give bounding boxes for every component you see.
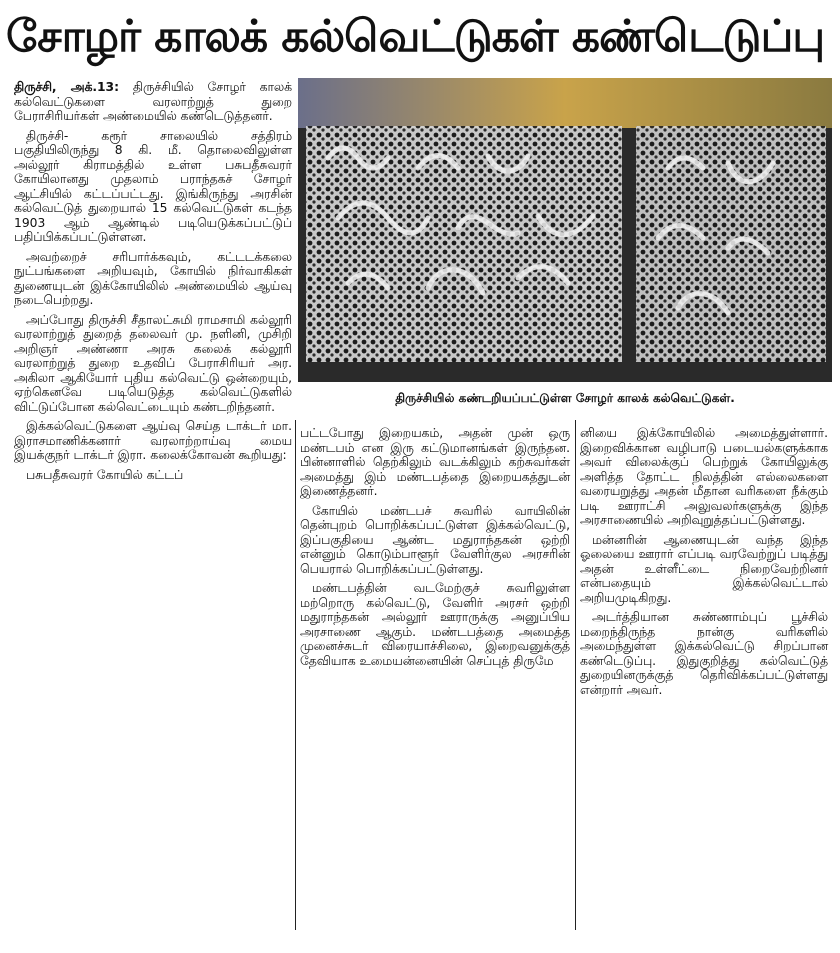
article-paragraph: பட்டபோது இறையகம், அதன் முன் ஒரு மண்டபம் என இரு கட்டுமானங்கள் இருந்தன. பின்னாளில் தெற்கிலும் வடக்கிலும் கற்சுவர்கள் அமைத்து இம் மண்டபத்தை இறையகத்துடன் இணைத்தனர். [300, 426, 570, 498]
article-column-2 [300, 426, 570, 926]
article-column-3 [580, 426, 828, 926]
inscription-photo-icon [298, 78, 832, 382]
article-paragraph: அப்போது திருச்சி சீதாலட்சுமி ராமசாமி கல்லூரி வரலாற்றுத் துறைத் தலைவர் மு. நளினி, முசிறி அறிஞர் அண்ணா அரசு கலைக் கல்லூரி வரலாற்றுத் துறை உதவிப் பேராசிரியர் அர. அகிலா ஆகியோர் புதிய கல்வெட்டு ஒன்றையும், ஏற்கெனவே படியெடுத்த கல்வெட்டுகளில் விட்டுப்போன கல்வெட்டையும் கண்டறிந்தனர். [14, 312, 292, 414]
headline: சோழர் காலக் கல்வெட்டுகள் கண்டெடுப்பு [6, 11, 825, 62]
column-divider-2 [575, 420, 576, 930]
article-paragraph: திருச்சி, அக்.13: திருச்சியில் சோழர் காலக் கல்வெட்டுகளை வரலாற்றுத் துறை பேராசிரியர்கள் அண்மையில் கண்டெடுத்தனர். [14, 80, 292, 123]
photo-caption: திருச்சியில் கண்டறியப்பட்டுள்ள சோழர் காலக் கல்வெட்டுகள். [395, 391, 735, 405]
dateline: திருச்சி, அக்.13: [14, 80, 120, 94]
column-divider-1 [295, 420, 296, 930]
article-paragraph: கோயில் மண்டபச் சுவரில் வாயிலின் தென்புறம் பொறிக்கப்பட்டுள்ள இக்கல்வெட்டு, இப்பகுதியை ஆண்ட மதுராந்தகன் ஒற்றி என்னும் கொடும்பாளூர் வேளிர்குல அரசரின் பெயரால் பொறிக்கப்பட்டுள்ளது. [300, 503, 570, 576]
article-paragraph: மன்னரின் ஆணையுடன் வந்த இந்த ஓலையை ஊரார் எப்படி வரவேற்றுப் படித்து அதன் உள்ளீட்டை நிறைவேற்றினர் என்பதையும் இக்கல்வெட்டால் அறியமுடிகிறது. [580, 532, 828, 605]
article-paragraph: னியை இக்கோயிலில் அமைத்துள்ளார். இறைவிக்கான வழிபாடு படையல்களுக்காக அவர் விலைக்குப் பெற்றுக் கோயிலுக்கு அளித்த தோட்ட நிலத்தின் எல்லைகளை வரையறுத்து அதன் மீதான வரிகளை நீக்கும் படி ஊராட்சி அலுவலர்களுக்கு இந்த அரசாணையில் அறிவுறுத்தப்பட்டுள்ளது. [580, 426, 828, 527]
article-paragraph: திருச்சி- கரூர் சாலையில் சத்திரம் பகுதியிலிருந்து 8 கி. மீ. தொலைவிலுள்ள அல்லூர் கிராமத்தில் உள்ள பசுபதீசுவரர் கோயிலானது முதலாம் பராந்தகச் சோழர் ஆட்சியில் கட்டப்பட்டது. இங்கிருந்து அரசின் கல்வெட்டுத் துறையால் 15 கல்வெட்டுகள் கடந்த 1903 ஆம் ஆண்டில் படியெடுக்கப்பட்டுப் பதிப்பிக்கப்பட்டுள்ளன. [14, 128, 292, 244]
article-paragraph: மண்டபத்தின் வடமேற்குச் சுவரிலுள்ள மற்றொரு கல்வெட்டு, வேளிர் அரசர் ஒற்றி மதுராந்தகன் அல்லூர் ஊராருக்கு அனுப்பிய அரசாணை ஆகும். மண்டபத்தை அமைத்த முனைச்சுடர் விரையாச்சிலை, இறைவனுக்குத் தேவியாக உமையன்னையின் செப்புத் திருமே [300, 581, 570, 668]
article-paragraph: பசுபதீசுவரர் கோயில் கட்டப் [26, 467, 184, 482]
article-paragraph: அவற்றைச் சரிபார்க்கவும், கட்டடக்கலை நுட்பங்களை அறியவும், கோயில் நிர்வாகிகள் துணையுடன் இக்கோயிலில் அண்மையில் ஆய்வு நடைபெற்றது. [14, 249, 292, 307]
article-paragraph: அடர்த்தியான சுண்ணாம்புப் பூச்சில் மறைந்திருந்த நான்கு வரிகளில் அமைந்துள்ள இக்கல்வெட்டு சிறப்பான கண்டெடுப்பு. இதுகுறித்து கல்வெட்டுத் துறையினருக்குத் தெரிவிக்கப்பட்டுள்ளது என்றார் அவர். [580, 610, 828, 697]
article-column-1 [14, 80, 292, 940]
article-paragraph: இக்கல்வெட்டுகளை ஆய்வு செய்த டாக்டர் மா. இராசமாணிக்கனார் வரலாற்றாய்வு மைய இயக்குநர் டாக்டர் இரா. கலைக்கோவன் கூறியது: [14, 419, 292, 462]
inscription-photo [298, 78, 832, 382]
